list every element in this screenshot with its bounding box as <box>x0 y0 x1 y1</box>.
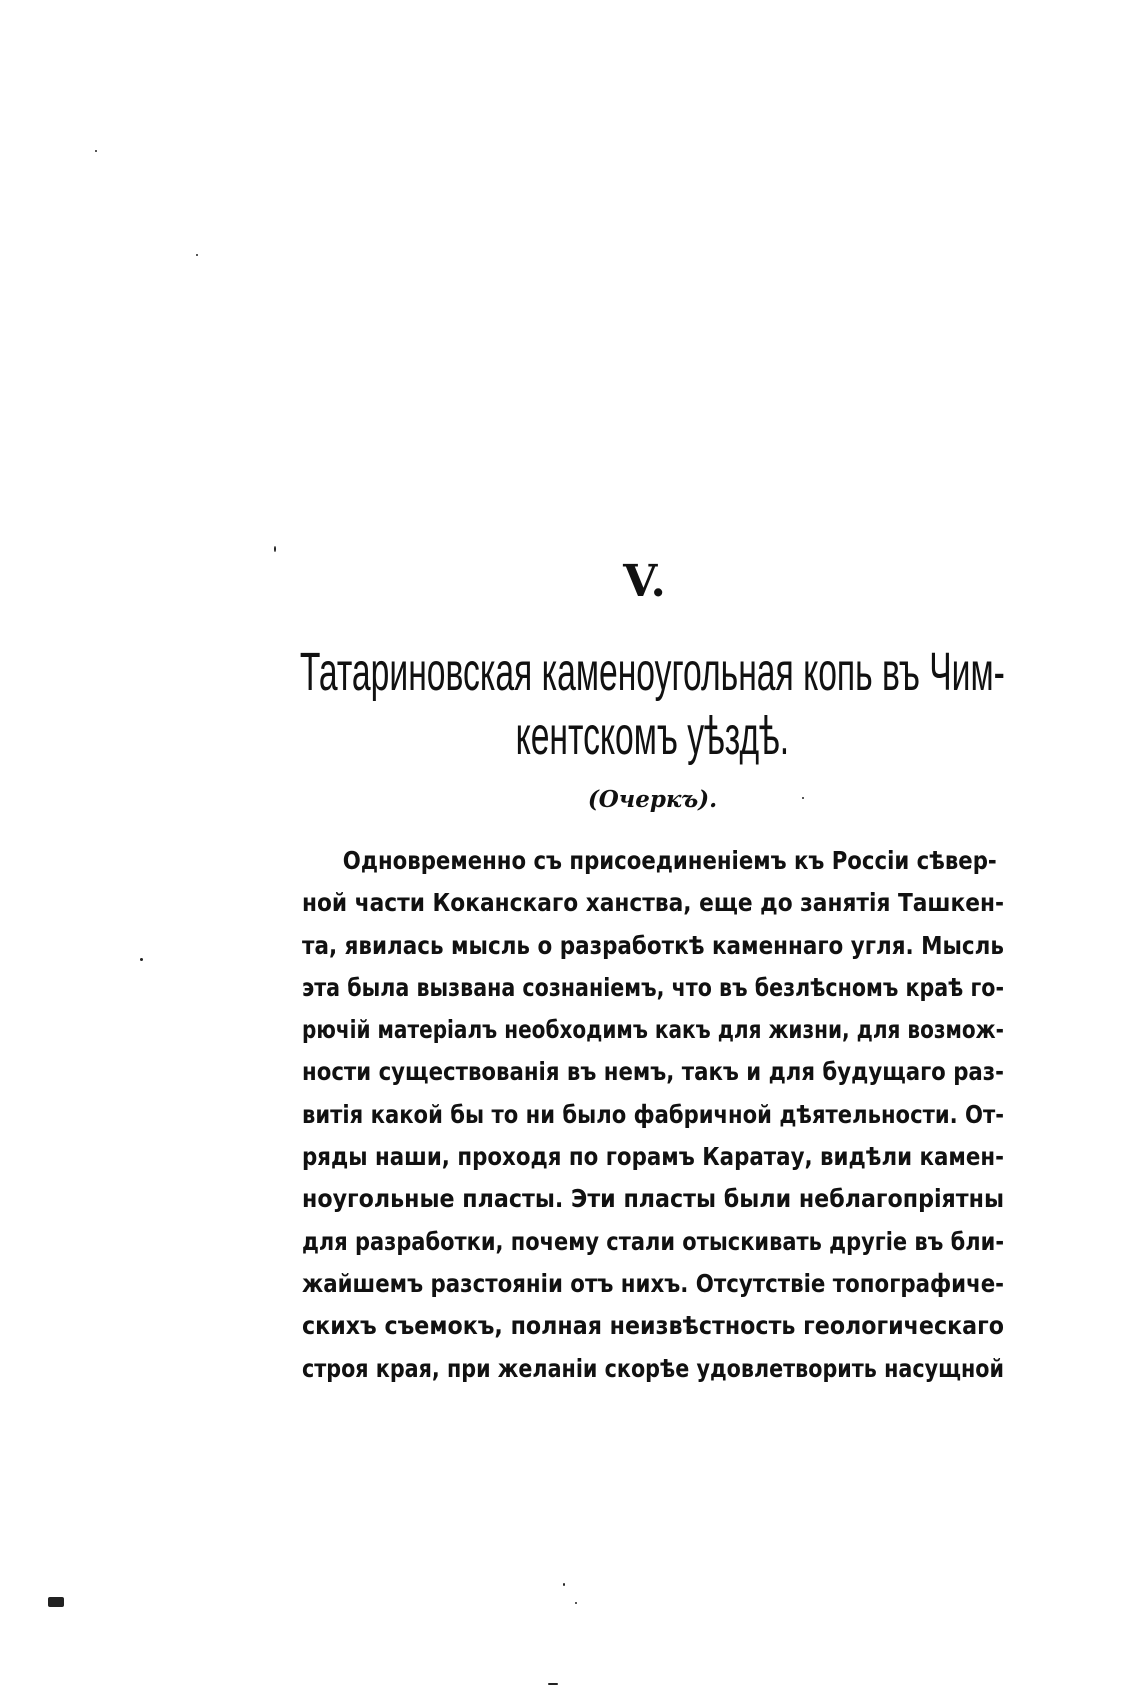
text-line: скихъ съемокъ, полная неизвѣстность геологическаго <box>302 1311 1004 1341</box>
scan-speck <box>140 958 143 961</box>
text-line: для разработки, почему стали отыскивать другіе въ бли- <box>302 1226 1005 1256</box>
scan-speck <box>48 1597 64 1607</box>
text-line: ности существованія въ немъ, такъ и для будущаго раз- <box>302 1057 1004 1087</box>
text-line: строя края, при желаніи скорѣе удовлетворить насущной <box>302 1353 1004 1383</box>
chapter-title <box>300 640 1005 768</box>
scan-speck <box>575 1602 577 1604</box>
scan-speck <box>548 1683 558 1685</box>
text-line: ряды наши, проходя по горамъ Каратау, видѣли камен- <box>302 1142 1004 1172</box>
text-line: витія какой бы то ни было фабричной дѣятельности. От- <box>302 1099 1005 1129</box>
scan-speck <box>563 1583 565 1586</box>
chapter-title-line: Татариновская каменоугольная копь въ Чим- <box>300 642 1005 702</box>
text-line: та, явилась мысль о разработкѣ каменнаго угля. Мысль <box>302 930 1004 960</box>
text-line: жайшемъ разстояніи отъ нихъ. Отсутствіе топографиче- <box>302 1268 1005 1298</box>
text-line: рючій матеріалъ необходимъ какъ для жизни, для возмож- <box>302 1015 1004 1045</box>
text-line: ной части Коканскаго ханства, еще до занятія Ташкен- <box>302 888 1005 918</box>
scan-speck <box>274 546 276 552</box>
chapter-subtitle: (Очеркъ). <box>587 786 718 813</box>
chapter-title-line: кентскомъ уѣздѣ. <box>515 706 790 766</box>
text-line: эта была вызвана сознаніемъ, что въ безлѣсномъ краѣ го- <box>302 972 1005 1002</box>
text-line: Одновременно съ присоединеніемъ къ Россіи сѣвер- <box>342 846 997 875</box>
scan-speck <box>196 254 198 256</box>
scan-speck <box>95 150 97 152</box>
chapter-number: V. <box>623 556 667 607</box>
text-line: ноугольные пласты. Эти пласты были неблагопріятны <box>302 1184 1005 1214</box>
body-paragraph <box>302 840 1004 1390</box>
